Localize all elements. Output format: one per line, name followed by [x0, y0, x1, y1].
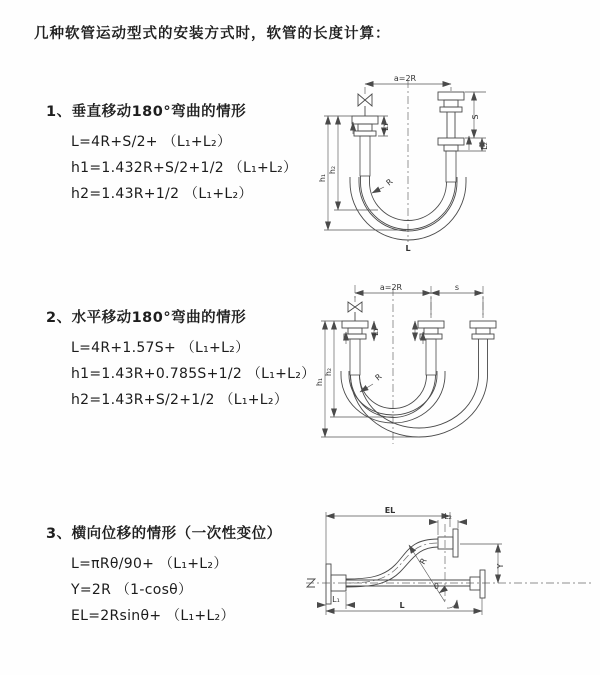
dim-label-l1: L₁ [371, 328, 380, 336]
formula-line: h1=1.43R+0.785S+1/2 （L₁+L₂） [71, 366, 316, 382]
left-flange-fitting [342, 321, 368, 375]
dim-label-l2: L₂ [480, 142, 489, 150]
dim-label-a2r: a=2R [393, 74, 417, 83]
formula-line: h2=1.43R+S/2+1/2 （L₁+L₂） [71, 392, 289, 408]
section-1-formulas [71, 129, 297, 207]
diagram-vertical-180-bend [308, 70, 593, 262]
dim-label-h2: h₂ [328, 165, 337, 175]
valve-icon [348, 302, 362, 321]
theta-angle-arc [439, 591, 445, 593]
dim-label-s: s [454, 283, 460, 292]
section-horizontal-move [46, 306, 315, 413]
dim-label-a2r: a=2R [379, 283, 403, 292]
length-label: L [405, 244, 411, 253]
page-title: 几种软管运动型式的安装方式时，软管的长度计算： [34, 26, 391, 42]
right-flange-fitting [470, 321, 496, 375]
formula-line: L=4R+1.57S+ （L₁+L₂） [71, 340, 250, 356]
fitting-axes [355, 285, 483, 316]
diagram-horizontal-180-bend [303, 280, 595, 458]
left-flange-fitting [352, 116, 378, 182]
dim-label-h1: h₁ [315, 377, 324, 387]
dim-label-l1: L₁ [381, 123, 390, 131]
hose-u-bends [341, 371, 488, 437]
dimension-lines [317, 512, 502, 615]
section-3-formulas [71, 551, 282, 629]
dim-label-l2: L₂ [444, 512, 452, 521]
radius-label: R [384, 177, 395, 188]
dim-label-h1: h₁ [318, 173, 327, 183]
section-2-heading: 2、水平移动180°弯曲的情形 [46, 310, 247, 326]
theta-label: θ [434, 582, 439, 591]
section-lateral-displacement [46, 522, 282, 629]
middle-flange-fitting [418, 321, 444, 375]
formula-line: EL=2Rsinθ+ （L₁+L₂） [71, 608, 235, 624]
dim-label-l1: L₁ [332, 595, 340, 604]
dim-label-h2: h₂ [324, 367, 333, 377]
dimension-lines [324, 84, 486, 230]
upper-flange-fitting [438, 529, 458, 557]
right-flange-fitting [470, 570, 485, 598]
radius-label: R [373, 372, 384, 383]
rotation-arrow [447, 600, 457, 608]
dim-label-el: EL [384, 506, 396, 515]
valve-icon [358, 94, 372, 116]
section-2-formulas [71, 335, 315, 413]
formula-line: L=πRθ/90+ （L₁+L₂） [71, 556, 228, 572]
right-flange-fitting [438, 92, 464, 182]
formula-line: L=4R+S/2+ （L₁+L₂） [71, 134, 232, 150]
section-vertical-move [46, 100, 297, 207]
formula-line: h1=1.432R+S/2+1/2 （L₁+L₂） [71, 160, 298, 176]
section-1-heading: 1、垂直移动180°弯曲的情形 [46, 104, 247, 120]
radius-label: R [418, 556, 429, 567]
formula-line: Y=2R （1-cosθ） [71, 582, 193, 598]
length-label: L [399, 601, 405, 610]
dimension-lines [321, 293, 483, 437]
section-3-heading: 3、横向位移的情形（一次性变位） [46, 526, 282, 542]
diagram-lateral-displacement [298, 498, 600, 646]
formula-line: h2=1.43R+1/2 （L₁+L₂） [71, 186, 253, 202]
dim-label-y: Y [496, 563, 505, 569]
dim-label-s: S [471, 114, 480, 120]
